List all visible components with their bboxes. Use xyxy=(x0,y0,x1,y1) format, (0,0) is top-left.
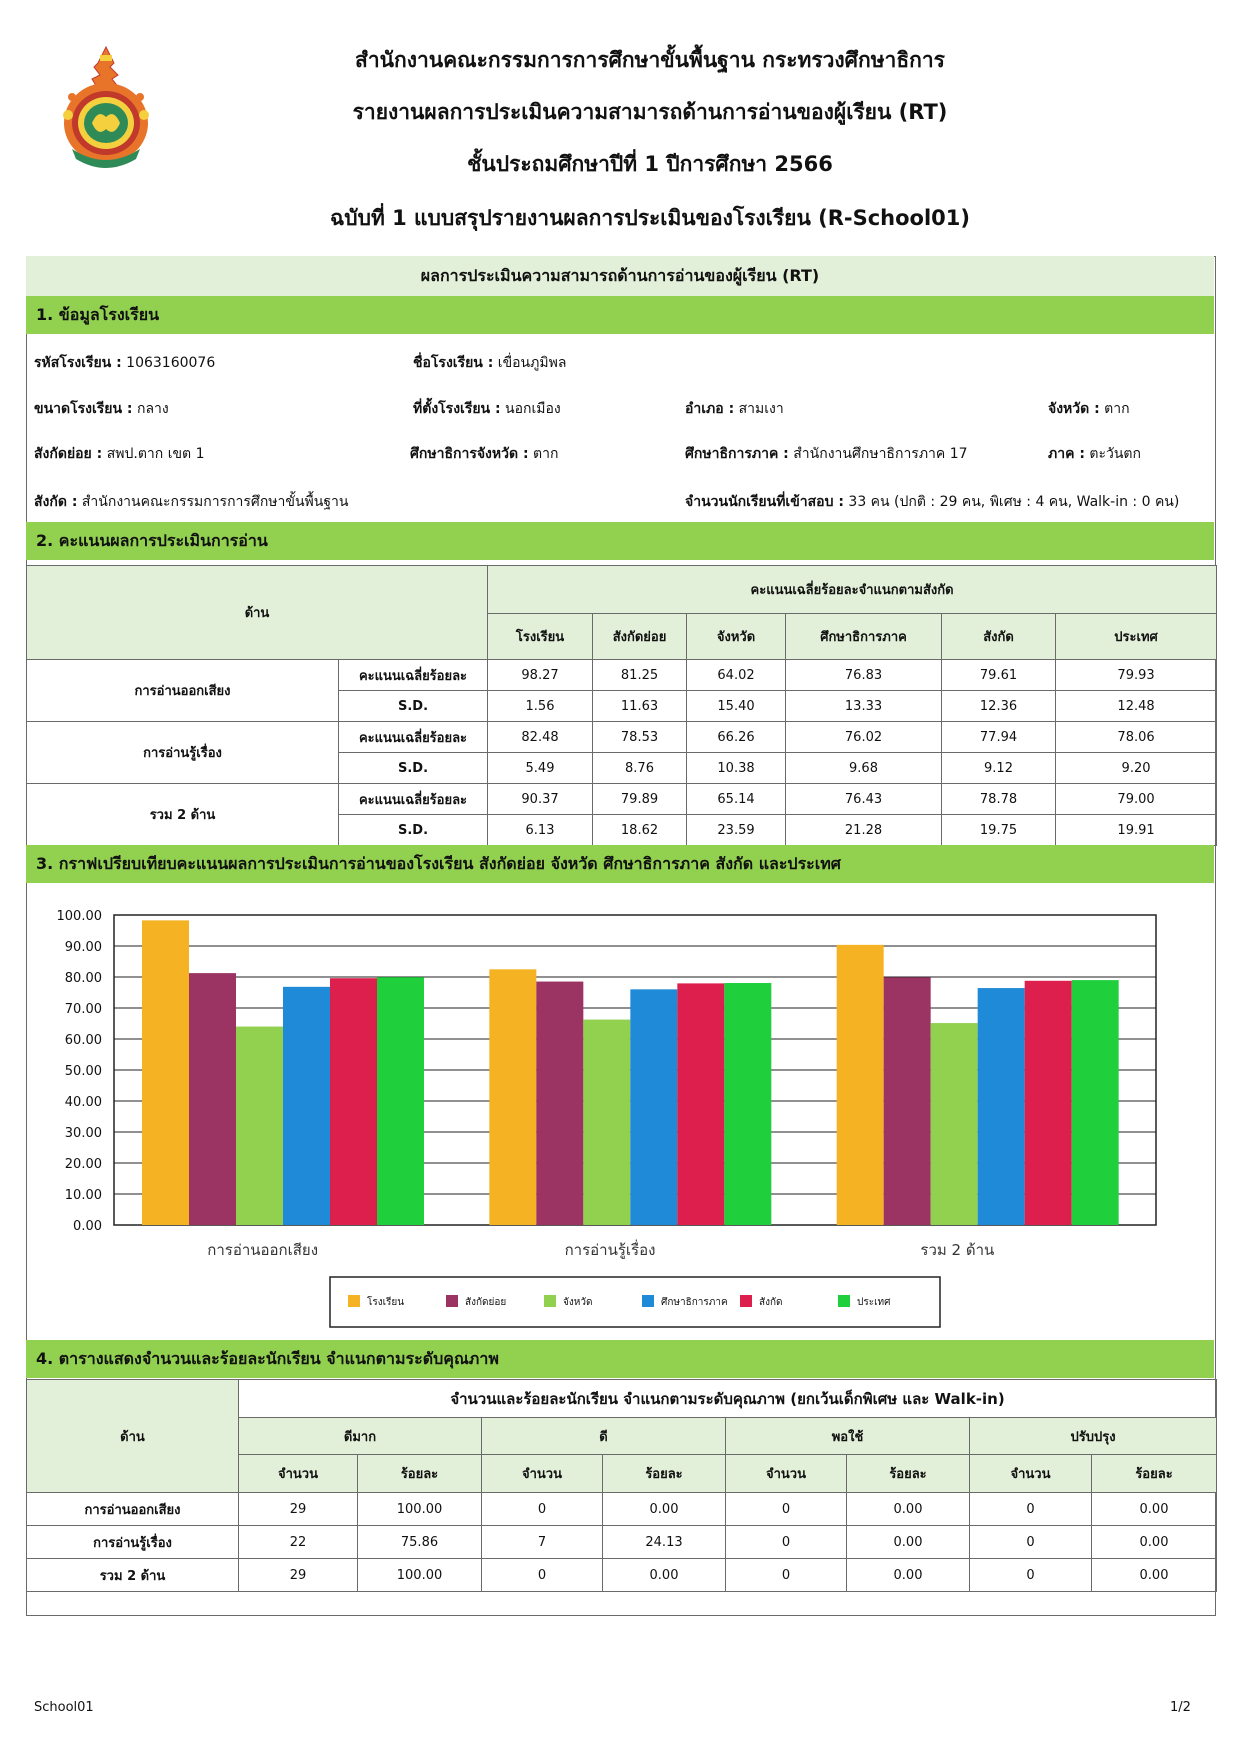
score-col-header: สังกัดย่อย xyxy=(593,614,687,660)
mean-score-cell: 77.94 xyxy=(942,722,1056,753)
y-tick-label: 60.00 xyxy=(64,1033,102,1048)
school-name-value: เขื่อนภูมิพล xyxy=(497,355,567,371)
legend-label: สังกัดย่อย xyxy=(465,1297,507,1308)
bar xyxy=(377,977,424,1225)
quality-percent-cell: 0.00 xyxy=(603,1559,726,1592)
x-tick-label: รวม 2 ด้าน xyxy=(920,1241,995,1259)
legend-swatch xyxy=(642,1295,654,1307)
quality-count-cell: 7 xyxy=(482,1526,603,1559)
mean-score-cell: 98.27 xyxy=(488,660,593,691)
students-tested-label: จำนวนนักเรียนที่เข้าสอบ : xyxy=(685,494,844,510)
mean-score-cell: 82.48 xyxy=(488,722,593,753)
school-code-label: รหัสโรงเรียน : xyxy=(34,355,122,371)
school-area-value: สพป.ตาก เขต 1 xyxy=(106,446,205,462)
mean-score-cell: 79.00 xyxy=(1056,784,1217,815)
school-name xyxy=(413,352,566,374)
legend-label: ประเทศ xyxy=(857,1297,891,1308)
bar xyxy=(536,982,583,1225)
sd-cell: 19.75 xyxy=(942,815,1056,846)
students-tested-value: 33 คน (ปกติ : 29 คน, พิเศษ : 4 คน, Walk-in : 0 คน) xyxy=(848,494,1180,510)
bar xyxy=(283,987,330,1225)
y-tick-label: 50.00 xyxy=(64,1064,102,1079)
quality-count-header: จำนวน xyxy=(482,1455,603,1493)
quality-percent-cell: 0.00 xyxy=(847,1526,970,1559)
mean-score-cell: 78.06 xyxy=(1056,722,1217,753)
school-location-label: ที่ตั้งโรงเรียน : xyxy=(413,401,501,417)
legend-swatch xyxy=(348,1295,360,1307)
quality-percent-header: ร้อยละ xyxy=(603,1455,726,1493)
school-location xyxy=(413,398,561,420)
school-area xyxy=(34,443,205,465)
school-code-value: 1063160076 xyxy=(126,355,216,371)
quality-level-header: ดีมาก xyxy=(239,1418,482,1455)
score-aspect-label: การอ่านออกเสียง xyxy=(27,660,339,722)
school-name-label: ชื่อโรงเรียน : xyxy=(413,355,494,371)
score-row xyxy=(27,784,1217,815)
affiliation-label: สังกัด : xyxy=(34,494,78,510)
score-aspect-label: รวม 2 ด้าน xyxy=(27,784,339,846)
quality-count-cell: 29 xyxy=(239,1493,358,1526)
legend-label: ศึกษาธิการภาค xyxy=(661,1297,728,1308)
mean-score-cell: 65.14 xyxy=(687,784,786,815)
quality-percent-cell: 0.00 xyxy=(847,1493,970,1526)
region-value: ตะวันตก xyxy=(1089,446,1142,462)
sd-label: S.D. xyxy=(339,691,488,722)
bar xyxy=(142,920,189,1225)
bar xyxy=(931,1023,978,1225)
y-tick-label: 10.00 xyxy=(64,1188,102,1203)
region-label: ภาค : xyxy=(1048,446,1085,462)
legend-label: จังหวัด xyxy=(563,1297,593,1308)
header-line-4: ฉบับที่ 1 แบบสรุปรายงานผลการประเมินของโรงเรียน (R-School01) xyxy=(329,206,970,230)
sd-cell: 15.40 xyxy=(687,691,786,722)
quality-percent-cell: 0.00 xyxy=(1092,1493,1217,1526)
quality-count-cell: 0 xyxy=(726,1493,847,1526)
school-size-label: ขนาดโรงเรียน : xyxy=(34,401,133,417)
quality-percent-cell: 100.00 xyxy=(358,1559,482,1592)
quality-aspect-label: การอ่านออกเสียง xyxy=(27,1493,239,1526)
y-tick-label: 20.00 xyxy=(64,1157,102,1172)
province-education-value: ตาก xyxy=(533,446,559,462)
region xyxy=(1048,443,1141,465)
mean-score-cell: 81.25 xyxy=(593,660,687,691)
sd-cell: 12.48 xyxy=(1056,691,1217,722)
quality-aspect-label: การอ่านรู้เรื่อง xyxy=(27,1526,239,1559)
bar xyxy=(978,988,1025,1225)
sd-cell: 8.76 xyxy=(593,753,687,784)
students-tested xyxy=(685,491,1179,513)
quality-row xyxy=(27,1493,1217,1526)
quality-percent-cell: 75.86 xyxy=(358,1526,482,1559)
bar xyxy=(837,945,884,1225)
score-table xyxy=(26,565,1217,846)
score-group-header: คะแนนเฉลี่ยร้อยละจำแนกตามสังกัด xyxy=(488,566,1217,614)
score-col-header: ศึกษาธิการภาค xyxy=(786,614,942,660)
affiliation xyxy=(34,491,348,513)
bar xyxy=(583,1020,630,1225)
quality-level-header: พอใช้ xyxy=(726,1418,970,1455)
mean-score-cell: 78.53 xyxy=(593,722,687,753)
mean-score-cell: 64.02 xyxy=(687,660,786,691)
bar xyxy=(677,983,724,1225)
legend-label: โรงเรียน xyxy=(367,1297,405,1308)
header-line-2: รายงานผลการประเมินความสามารถด้านการอ่านของผู้เรียน (RT) xyxy=(352,100,948,124)
quality-percent-cell: 0.00 xyxy=(1092,1526,1217,1559)
legend-label: สังกัด xyxy=(759,1297,783,1308)
sd-cell: 6.13 xyxy=(488,815,593,846)
mean-score-cell: 79.93 xyxy=(1056,660,1217,691)
quality-percent-header: ร้อยละ xyxy=(847,1455,970,1493)
y-tick-label: 100.00 xyxy=(56,909,102,924)
sd-cell: 12.36 xyxy=(942,691,1056,722)
mean-score-cell: 66.26 xyxy=(687,722,786,753)
quality-percent-cell: 100.00 xyxy=(358,1493,482,1526)
quality-count-cell: 0 xyxy=(482,1559,603,1592)
quality-count-cell: 0 xyxy=(726,1559,847,1592)
mean-score-cell: 76.83 xyxy=(786,660,942,691)
quality-aspect-label: รวม 2 ด้าน xyxy=(27,1559,239,1592)
legend-swatch xyxy=(838,1295,850,1307)
province-education-label: ศึกษาธิการจังหวัด : xyxy=(410,446,529,462)
quality-row xyxy=(27,1559,1217,1592)
bar xyxy=(189,973,236,1225)
score-col-header: โรงเรียน xyxy=(488,614,593,660)
y-tick-label: 90.00 xyxy=(64,940,102,955)
quality-count-cell: 22 xyxy=(239,1526,358,1559)
mean-label: คะแนนเฉลี่ยร้อยละ xyxy=(339,784,488,815)
sd-cell: 19.91 xyxy=(1056,815,1217,846)
region-education xyxy=(685,443,968,465)
sd-cell: 1.56 xyxy=(488,691,593,722)
score-row xyxy=(27,722,1217,753)
school-province xyxy=(1048,398,1130,420)
quality-percent-cell: 0.00 xyxy=(847,1559,970,1592)
school-code xyxy=(34,352,215,374)
school-district xyxy=(685,398,784,420)
y-tick-label: 40.00 xyxy=(64,1095,102,1110)
sd-cell: 18.62 xyxy=(593,815,687,846)
legend-swatch xyxy=(740,1295,752,1307)
x-tick-label: การอ่านออกเสียง xyxy=(207,1241,319,1259)
bar xyxy=(630,989,677,1225)
school-province-value: ตาก xyxy=(1104,401,1130,417)
quality-count-header: จำนวน xyxy=(239,1455,358,1493)
sd-cell: 9.68 xyxy=(786,753,942,784)
header-line-3: ชั้นประถมศึกษาปีที่ 1 ปีการศึกษา 2566 xyxy=(467,152,833,176)
sd-cell: 9.20 xyxy=(1056,753,1217,784)
header-line-1: สำนักงานคณะกรรมการการศึกษาขั้นพื้นฐาน กระทรวงศึกษาธิการ xyxy=(355,48,945,72)
mean-score-cell: 78.78 xyxy=(942,784,1056,815)
quality-level-header: ดี xyxy=(482,1418,726,1455)
sd-cell: 13.33 xyxy=(786,691,942,722)
score-header-row-1 xyxy=(27,566,1217,614)
region-education-value: สำนักงานศึกษาธิการภาค 17 xyxy=(793,446,968,462)
mean-score-cell: 76.43 xyxy=(786,784,942,815)
score-col-header: จังหวัด xyxy=(687,614,786,660)
mean-score-cell: 79.61 xyxy=(942,660,1056,691)
quality-percent-cell: 0.00 xyxy=(1092,1559,1217,1592)
mean-score-cell: 79.89 xyxy=(593,784,687,815)
sd-cell: 10.38 xyxy=(687,753,786,784)
footer-form-code: School01 xyxy=(34,1700,94,1715)
y-tick-label: 0.00 xyxy=(73,1219,102,1234)
sd-label: S.D. xyxy=(339,815,488,846)
legend-swatch xyxy=(544,1295,556,1307)
school-location-value: นอกเมือง xyxy=(505,401,561,417)
quality-percent-header: ร้อยละ xyxy=(1092,1455,1217,1493)
quality-count-cell: 0 xyxy=(726,1526,847,1559)
score-col-header: สังกัด xyxy=(942,614,1056,660)
bar xyxy=(489,969,536,1225)
school-district-label: อำเภอ : xyxy=(685,401,735,417)
section-quality-title: 4. ตารางแสดงจำนวนและร้อยละนักเรียน จำแนกตามระดับคุณภาพ xyxy=(26,1340,1214,1378)
mean-label: คะแนนเฉลี่ยร้อยละ xyxy=(339,660,488,691)
sd-cell: 21.28 xyxy=(786,815,942,846)
score-row xyxy=(27,660,1217,691)
y-tick-label: 80.00 xyxy=(64,971,102,986)
region-education-label: ศึกษาธิการภาค : xyxy=(685,446,789,462)
quality-header-row-1 xyxy=(27,1380,1217,1418)
quality-group-header: จำนวนและร้อยละนักเรียน จำแนกตามระดับคุณภาพ (ยกเว้นเด็กพิเศษ และ Walk-in) xyxy=(239,1380,1217,1418)
report-header xyxy=(0,30,1240,240)
quality-count-cell: 0 xyxy=(970,1493,1092,1526)
school-size xyxy=(34,398,169,420)
ministry-emblem-icon xyxy=(58,40,154,180)
quality-row xyxy=(27,1526,1217,1559)
score-aspect-label: การอ่านรู้เรื่อง xyxy=(27,722,339,784)
mean-score-cell: 76.02 xyxy=(786,722,942,753)
quality-percent-cell: 24.13 xyxy=(603,1526,726,1559)
bar xyxy=(1072,980,1119,1225)
score-bar-chart xyxy=(26,885,1214,1340)
quality-table xyxy=(26,1379,1217,1592)
score-aspect-header: ด้าน xyxy=(27,566,488,660)
bar xyxy=(884,977,931,1225)
quality-percent-header: ร้อยละ xyxy=(358,1455,482,1493)
quality-count-cell: 29 xyxy=(239,1559,358,1592)
mean-score-cell: 90.37 xyxy=(488,784,593,815)
sd-cell: 5.49 xyxy=(488,753,593,784)
y-tick-label: 30.00 xyxy=(64,1126,102,1141)
section-school-info-title: 1. ข้อมูลโรงเรียน xyxy=(26,296,1214,334)
quality-level-header: ปรับปรุง xyxy=(970,1418,1217,1455)
bar xyxy=(236,1027,283,1225)
quality-aspect-header: ด้าน xyxy=(27,1380,239,1493)
sd-cell: 9.12 xyxy=(942,753,1056,784)
quality-count-cell: 0 xyxy=(970,1526,1092,1559)
mean-label: คะแนนเฉลี่ยร้อยละ xyxy=(339,722,488,753)
bar xyxy=(724,983,771,1225)
school-province-label: จังหวัด : xyxy=(1048,401,1100,417)
quality-percent-cell: 0.00 xyxy=(603,1493,726,1526)
school-area-label: สังกัดย่อย : xyxy=(34,446,103,462)
affiliation-value: สำนักงานคณะกรรมการการศึกษาขั้นพื้นฐาน xyxy=(81,494,349,510)
sd-cell: 23.59 xyxy=(687,815,786,846)
section-scores-title: 2. คะแนนผลการประเมินการอ่าน xyxy=(26,522,1214,560)
footer-page-number: 1/2 xyxy=(1170,1700,1191,1715)
quality-count-cell: 0 xyxy=(482,1493,603,1526)
sd-label: S.D. xyxy=(339,753,488,784)
section-chart-title: 3. กราฟเปรียบเทียบคะแนนผลการประเมินการอ่านของโรงเรียน สังกัดย่อย จังหวัด ศึกษาธิการภาค สังกัด และประเทศ xyxy=(26,845,1214,883)
quality-count-header: จำนวน xyxy=(726,1455,847,1493)
score-col-header: ประเทศ xyxy=(1056,614,1217,660)
legend-swatch xyxy=(446,1295,458,1307)
quality-count-cell: 0 xyxy=(970,1559,1092,1592)
quality-count-header: จำนวน xyxy=(970,1455,1092,1493)
x-tick-label: การอ่านรู้เรื่อง xyxy=(564,1241,656,1259)
school-district-value: สามเงา xyxy=(738,401,784,417)
sd-cell: 11.63 xyxy=(593,691,687,722)
school-size-value: กลาง xyxy=(136,401,169,417)
report-banner: ผลการประเมินความสามารถด้านการอ่านของผู้เรียน (RT) xyxy=(26,256,1214,297)
province-education xyxy=(410,443,558,465)
bar xyxy=(330,978,377,1225)
bar xyxy=(1025,981,1072,1225)
y-tick-label: 70.00 xyxy=(64,1002,102,1017)
